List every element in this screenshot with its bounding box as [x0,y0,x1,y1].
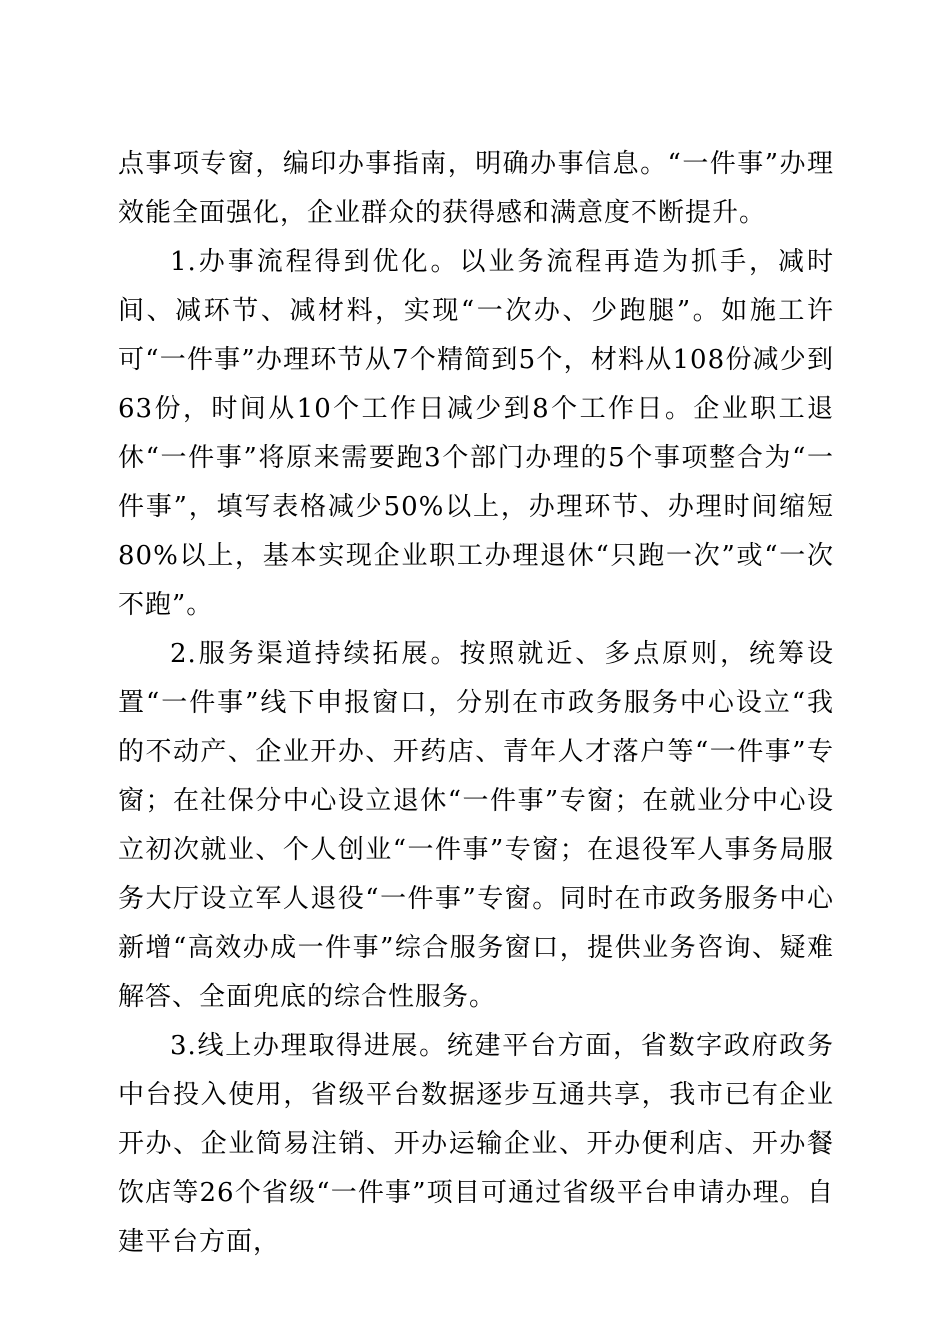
document-body [118,140,834,1267]
section-body-1: 以业务流程再造为抓手，减时间、减环节、减材料，实现“一次办、少跑腿”。如施工许可“一件事”办理环节从7个精简到5个，材料从108份减少到63份，时间从10个工作日减少到8个工作日。企业职工退休“一件事”将原来需要跑3个部门办理的5个事项整合为“一件事”，填写表格减少50%以上，办理环节、办理时间缩短80%以上，基本实现企业职工办理退休“只跑一次”或“一次不跑”。 [118,247,834,620]
section-heading-1: 1.办事流程得到优化。 [170,247,460,277]
section-body-2: 按照就近、多点原则，统筹设置“一件事”线下申报窗口，分别在市政务服务中心设立“我的不动产、企业开办、开药店、青年人才落户等“一件事”专窗；在社保分中心设立退休“一件事”专窗；在就业分中心设立初次就业、个人创业“一件事”专窗；在退役军人事务局服务大厅设立军人退役“一件事”专窗。同时在市政务服务中心新增“高效办成一件事”综合服务窗口，提供业务咨询、疑难解答、全面兜底的综合性服务。 [118,639,834,1012]
section-paragraph-3 [118,1022,834,1267]
intro-paragraph [118,140,834,238]
section-body-3: 统建平台方面，省数字政府政务中台投入使用，省级平台数据逐步互通共享，我市已有企业开办、企业简易注销、开办运输企业、开办便利店、开办餐饮店等26个省级“一件事”项目可通过省级平台申请办理。自建平台方面， [118,1031,834,1257]
section-heading-2: 2.服务渠道持续拓展。 [170,639,460,669]
section-paragraph-2 [118,630,834,1022]
section-heading-3: 3.线上办理取得进展。 [170,1031,447,1061]
intro-text: 点事项专窗，编印办事指南，明确办事信息。“一件事”办理效能全面强化，企业群众的获得感和满意度不断提升。 [118,149,834,228]
section-paragraph-1 [118,238,834,630]
